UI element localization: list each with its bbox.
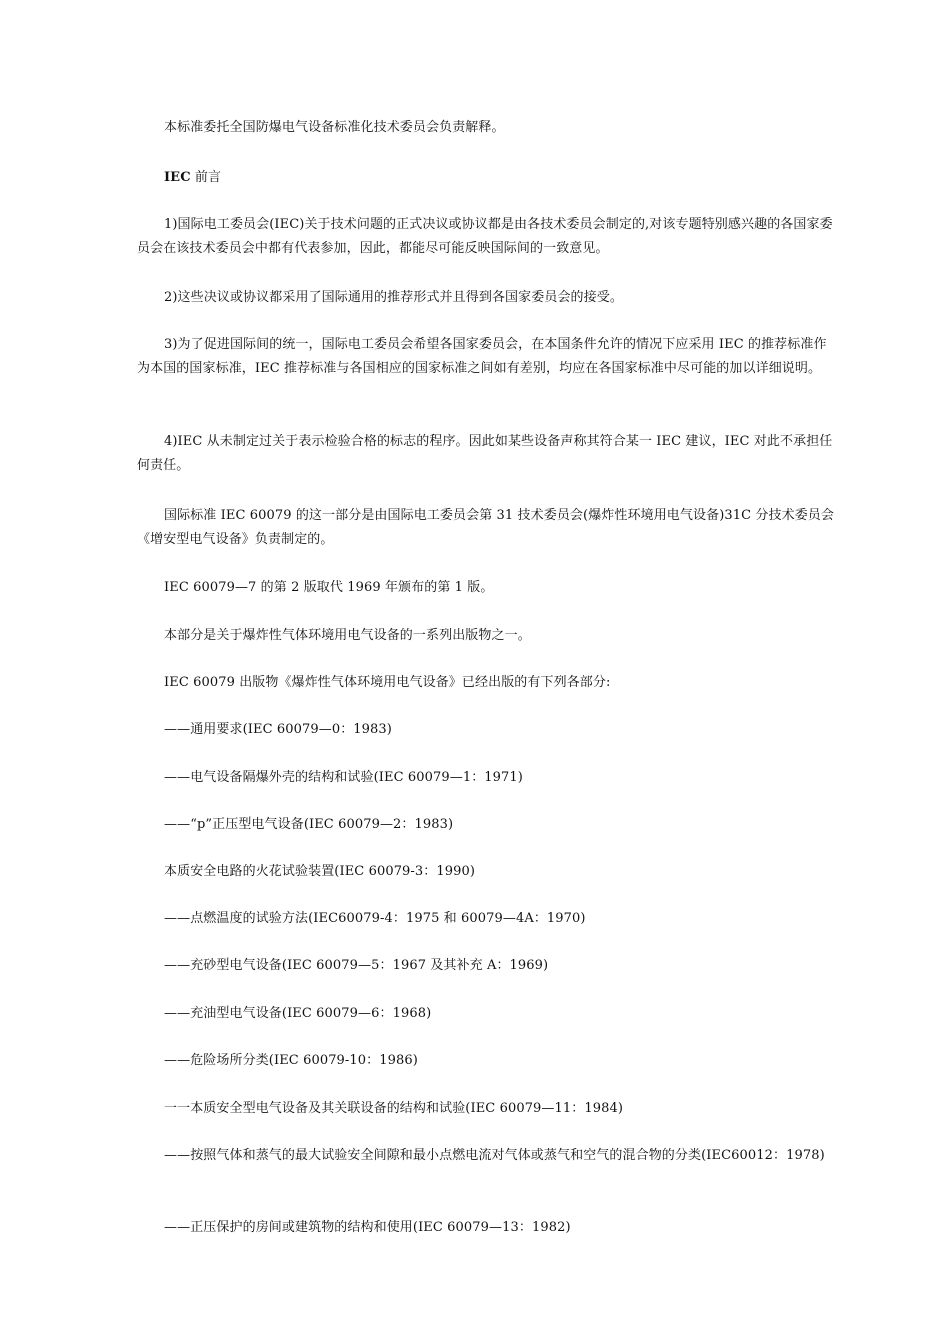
published-part-4: ——点燃温度的试验方法(IEC60079-4：1975 和 60079—4A：1970) — [164, 911, 586, 926]
published-part-11: 一一本质安全型电气设备及其关联设备的结构和试验(IEC 60079—11：1984) — [164, 1101, 624, 1116]
published-part-2: ——“p”正压型电气设备(IEC 60079—2：1983) — [164, 817, 454, 832]
published-parts-intro: IEC 60079 出版物《爆炸性气体环境用电气设备》已经出版的有下列各部分: — [164, 675, 611, 690]
edition-paragraph: IEC 60079—7 的第 2 版取代 1969 年颁布的第 1 版。 — [164, 580, 494, 595]
published-part-10: ——危险场所分类(IEC 60079-10：1986) — [164, 1053, 418, 1068]
published-part-1: ——电气设备隔爆外壳的结构和试验(IEC 60079—1：1971) — [164, 770, 523, 785]
foreword-item-4: 4)IEC 从未制定过关于表示检验合格的标志的程序。因此如某些设备声称其符合某一 IEC 建议，IEC 对此不承担任何责任。 — [137, 434, 833, 473]
standard-origin-paragraph: 国际标准 IEC 60079 的这一部分是由国际电工委员会第 31 技术委员会(爆炸性环境用电气设备)31C 分技术委员会《增安型电气设备》负责制定的。 — [137, 508, 834, 547]
foreword-heading-label: 前言 — [194, 170, 222, 185]
iec-foreword-heading — [164, 166, 838, 190]
published-part-0: ——通用要求(IEC 60079—0：1983) — [164, 722, 392, 737]
iec-heading-label: IEC — [164, 170, 191, 185]
published-part-5: ——充砂型电气设备(IEC 60079—5：1967 及其补充 A：1969) — [164, 958, 549, 973]
foreword-item-1: 1)国际电工委员会(IEC)关于技术问题的正式决议或协议都是由各技术委员会制定的,对该专题特别感兴趣的各国家委员会在该技术委员会中都有代表参加，因此，都能尽可能反映国际间的一致意见。 — [137, 217, 833, 256]
published-part-13: ——正压保护的房间或建筑物的结构和使用(IEC 60079—13：1982) — [164, 1220, 571, 1235]
foreword-item-3: 3)为了促进国际间的统一，国际电工委员会希望各国家委员会，在本国条件允许的情况下应采用 IEC 的推荐标准作为本国的国家标准，IEC 推荐标准与各国相应的国家标准之间如有差别，均应在各国家标准中尽可能的加以详细说明。 — [137, 337, 827, 376]
series-paragraph: 本部分是关于爆炸性气体环境用电气设备的一系列出版物之一。 — [164, 628, 531, 643]
published-part-3: 本质安全电路的火花试验装置(IEC 60079-3：1990) — [164, 864, 476, 879]
paragraph-interpretation: 本标准委托全国防爆电气设备标准化技术委员会负责解释。 — [164, 120, 505, 135]
foreword-item-2: 2)这些决议或协议都采用了国际通用的推荐形式并且得到各国家委员会的接受。 — [164, 290, 623, 305]
published-part-12: ——按照气体和蒸气的最大试验安全间隙和最小点燃电流对气体或蒸气和空气的混合物的分类(IEC60012：1978) — [164, 1148, 825, 1163]
published-part-6: ——充油型电气设备(IEC 60079—6：1968) — [164, 1006, 432, 1021]
